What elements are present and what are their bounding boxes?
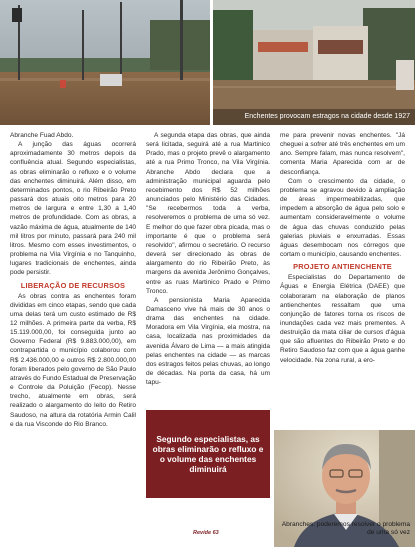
street-photo (213, 0, 415, 125)
paragraph: me para prevenir novas enchentes. "Já cheguei a sofrer até três enchentes em um ano. Sempre falam, mas nunca resolvem", comenta Maria Aparecida com ar de desconfiança. (280, 132, 405, 176)
paragraph: A pensionista Maria Aparecida Damasceno vive há mais de 30 anos o drama das enchentes na cidade. Moradora em Vila Virgínia, ela mostra, na casa, localizada nas proximidades da avenida Álvaro de Lima — a mais atingida pelas enchentes na cidade — as marcas dos estragos feitos pelas chuvas, ao longo de décadas. Na porta da casa, há um tapu- (146, 296, 270, 387)
paragraph: Com o crescimento da cidade, o problema se agravou devido à ampliação de áreas impermeabilizadas, que impedem a absorção de água pelo solo e aumentam consideravelmente o volume de água das chuvas conduzido pelas galerias pluviais e enxurradas. Essas águas desembocam nos córregos que cortam o município, causando enchentes. (280, 177, 405, 259)
article-column-1 (10, 131, 136, 429)
pull-quote: Segundo especialistas, as obras eliminarão o refluxo e o volume das enchentes diminuirá (146, 410, 270, 498)
page-footer: Revide 63 (193, 530, 219, 536)
article-column-3 (280, 131, 405, 365)
flood-photo (0, 0, 210, 125)
paragraph: A junção das águas ocorrerá aproximadamente 30 metros depois da confluência atual. Segundo especialistas, as obras eliminarão o refluxo e o volume das enchentes diminuirá. Além disso, em determinados pontos, o rio Ribeirão Preto passará dos atuais oito metros para 20 metros de largura e entre 1,30 a 1,40 metros de profundidade. Com as obras, a vazão máxima de água, atualmente de 140 mil litros por minuto, passará para 240 mil litros. Mesmo com esses investimentos, o problema na Vila Virgínia e no Tanquinho, lugares tradicionais de enchentes, ainda pode persistir. (10, 141, 136, 277)
paragraph: Abranche Fuad Abdo. (10, 132, 74, 139)
paragraph: As obras contra as enchentes foram divididas em cinco etapas, sendo que cada uma delas terá um custo estimado de R$ 12 milhões. A primeira parte da verba, R$ 15.119.000,00, foi conseguida junto ao Governo Federal (R$ 9.883.000,00), em contrapartida o município colaborou com R$ 2.436.000,00 e outros R$ 2.800.000,00 foram liberados pelo governo de São Paulo através do Fundo Estadual de Preservação e Controle da Poluição (Fecop). Nesse trecho, atualmente em obras, será realizado o alargamento do leito do Retiro Saudoso, na altura da rotatória Armin Calil e da rua Visconde do Rio Branco. (10, 292, 136, 428)
section-heading: PROJETO ANTIENCHENTE (293, 262, 392, 272)
article-column-2 (146, 131, 270, 387)
section-heading: LIBERAÇÃO DE RECURSOS (20, 280, 126, 290)
paragraph: A segunda etapa das obras, que ainda será licitada, seguirá até a rua Martinico Prado, mas o projeto prevê o alargamento até a rua Primo Tronco, na Vila Virgínia. Abranche Abdo declara que a administração municipal aguarda pelo recebimento dos R$ 52 milhões anunciados pelo Ministério das Cidades. "Se recebermos toda a verba, resolveremos o problema de uma só vez. E melhor do que fazer obra picada, mas o importante é que o problema será resolvido", afirmou o secretário. O recurso deverá ser direcionado às obras de alargamento do rio Ribeirão Preto, às margens da avenida Jerônimo Gonçalves, entre as ruas Martinico Prado e Primo Tronco. (146, 132, 270, 295)
portrait-photo-caption: Abranches: poderemos resolver o problema de uma só vez (281, 521, 410, 536)
street-photo-image (213, 0, 415, 125)
paragraph: Especialistas do Departamento de Águas e Energia Elétrica (DAEE) que colaboraram na elaboração de planos antienchentes ressaltam que uma conjunção de fatores torna os riscos de inundações cada vez mais prementes. A destruição da mata ciliar de cursos d'água que são afluentes do Ribeirão Preto e do Retiro Saudoso faz com que a água ganhe velocidade. Na zona rural, a ero- (280, 274, 405, 364)
flood-photo-image (0, 0, 210, 125)
street-photo-caption: Enchentes provocam estragos na cidade desde 1927 (213, 109, 415, 125)
